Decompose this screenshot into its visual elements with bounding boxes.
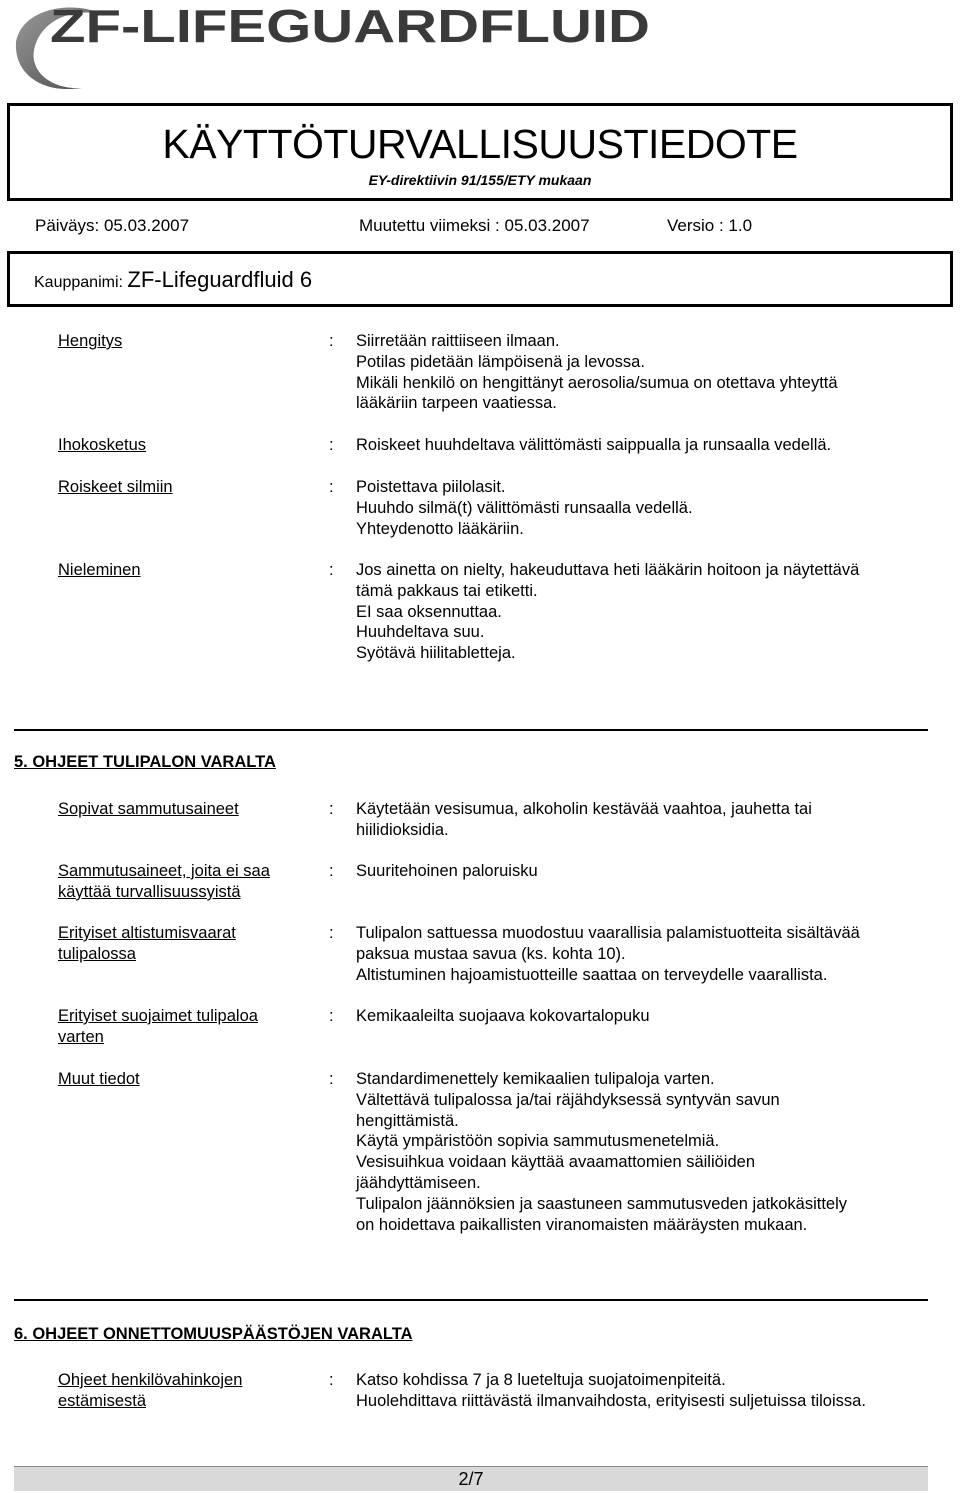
row-value: Siirretään raittiiseen ilmaan. Potilas pidetään lämpöisenä ja levossa. Mikäli henkilö on hengittänyt aerosolia/sumua on otettava yhteyttä lääkäriin tarpeen vaatiessa.	[356, 332, 838, 413]
row-colon: :	[329, 800, 334, 818]
row-label: Nieleminen	[58, 561, 141, 579]
row-colon: :	[329, 862, 334, 880]
row-colon: :	[329, 1371, 334, 1389]
row-label: Roiskeet silmiin	[58, 478, 173, 496]
row-value: Suuritehoinen paloruisku	[356, 862, 538, 880]
trade-name-label: Kauppanimi:	[34, 274, 123, 291]
document-subtitle: EY-direktiivin 91/155/ETY mukaan	[368, 172, 592, 188]
row-label: Hengitys	[58, 332, 123, 350]
page-number: 2/7	[458, 1469, 484, 1489]
row-value: Käytetään vesisumua, alkoholin kestävää vaahtoa, jauhetta tai hiilidioksidia.	[356, 800, 812, 839]
version-field: Versio : 1.0	[667, 216, 753, 235]
row-value: Kemikaaleilta suojaava kokovartalopuku	[356, 1007, 650, 1025]
modified-field: Muutettu viimeksi : 05.03.2007	[359, 216, 590, 235]
company-logo	[12, 2, 652, 92]
trade-name-box	[7, 251, 953, 307]
row-colon: :	[329, 332, 334, 350]
date-field: Päiväys: 05.03.2007	[35, 216, 190, 235]
row-label: Sopivat sammutusaineet	[58, 800, 239, 818]
row-label: Ihokosketus	[58, 436, 147, 454]
section-6-title: 6. OHJEET ONNETTOMUUSPÄÄSTÖJEN VARALTA	[14, 1325, 413, 1343]
row-colon: :	[329, 561, 334, 579]
row-value: Katso kohdissa 7 ja 8 lueteltuja suojatoimenpiteitä. Huolehdittava riittävästä ilmanvaihdosta, erityisesti suljetuissa tiloissa.	[356, 1371, 866, 1410]
document-header	[7, 103, 953, 201]
document-title: KÄYTTÖTURVALLISUUSTIEDOTE	[162, 121, 798, 167]
row-value: Tulipalon sattuessa muodostuu vaarallisia palamistuotteita sisältävää paksua mustaa savua (ks. kohta 10). Altistuminen hajoamistuotteille saattaa on terveydelle vaarallista.	[356, 924, 860, 984]
row-value: Poistettava piilolasit. Huuhdo silmä(t) välittömästi runsaalla vedellä. Yhteydenotto lääkäriin.	[356, 478, 693, 538]
row-colon: :	[329, 436, 334, 454]
row-label: Sammutusaineet, joita ei saa käyttää turvallisuussyistä	[58, 862, 270, 901]
row-colon: :	[329, 1007, 334, 1025]
section-divider	[14, 1299, 928, 1301]
row-colon: :	[329, 478, 334, 496]
row-label: Muut tiedot	[58, 1070, 140, 1088]
row-colon: :	[329, 924, 334, 942]
section-divider	[14, 729, 928, 731]
row-label: Erityiset altistumisvaarat tulipalossa	[58, 924, 236, 963]
trade-name-value: ZF-Lifeguardfluid 6	[127, 267, 313, 292]
row-value: Standardimenettely kemikaalien tulipaloja varten. Vältettävä tulipalossa ja/tai räjähdyksessä syntyvän savun hengittämistä. Käytä ympäristöön sopivia sammutusmenetelmiä. Vesisuihkua voidaan käyttää avaamattomien säiliöiden jäähdyttämiseen. Tulipalon jäännöksien ja saastuneen sammutusveden jatkokäsittely on hoidettava paikallisten viranomaisten määräysten mukaan.	[356, 1070, 848, 1234]
row-colon: :	[329, 1070, 334, 1088]
row-label: Ohjeet henkilövahinkojen estämisestä	[58, 1371, 243, 1410]
row-label: Erityiset suojaimet tulipaloa varten	[58, 1007, 258, 1046]
section-5-title: 5. OHJEET TULIPALON VARALTA	[14, 753, 276, 771]
page-footer	[14, 1466, 928, 1491]
row-value: Jos ainetta on nielty, hakeuduttava heti lääkärin hoitoon ja näytettävä tämä pakkaus tai etiketti. EI saa oksennuttaa. Huuhdeltava suu. Syötävä hiilitabletteja.	[356, 561, 860, 663]
row-value: Roiskeet huuhdeltava välittömästi saippualla ja runsaalla vedellä.	[356, 436, 832, 454]
logo-text: ZF-LIFEGUARDFLUID	[50, 2, 650, 52]
